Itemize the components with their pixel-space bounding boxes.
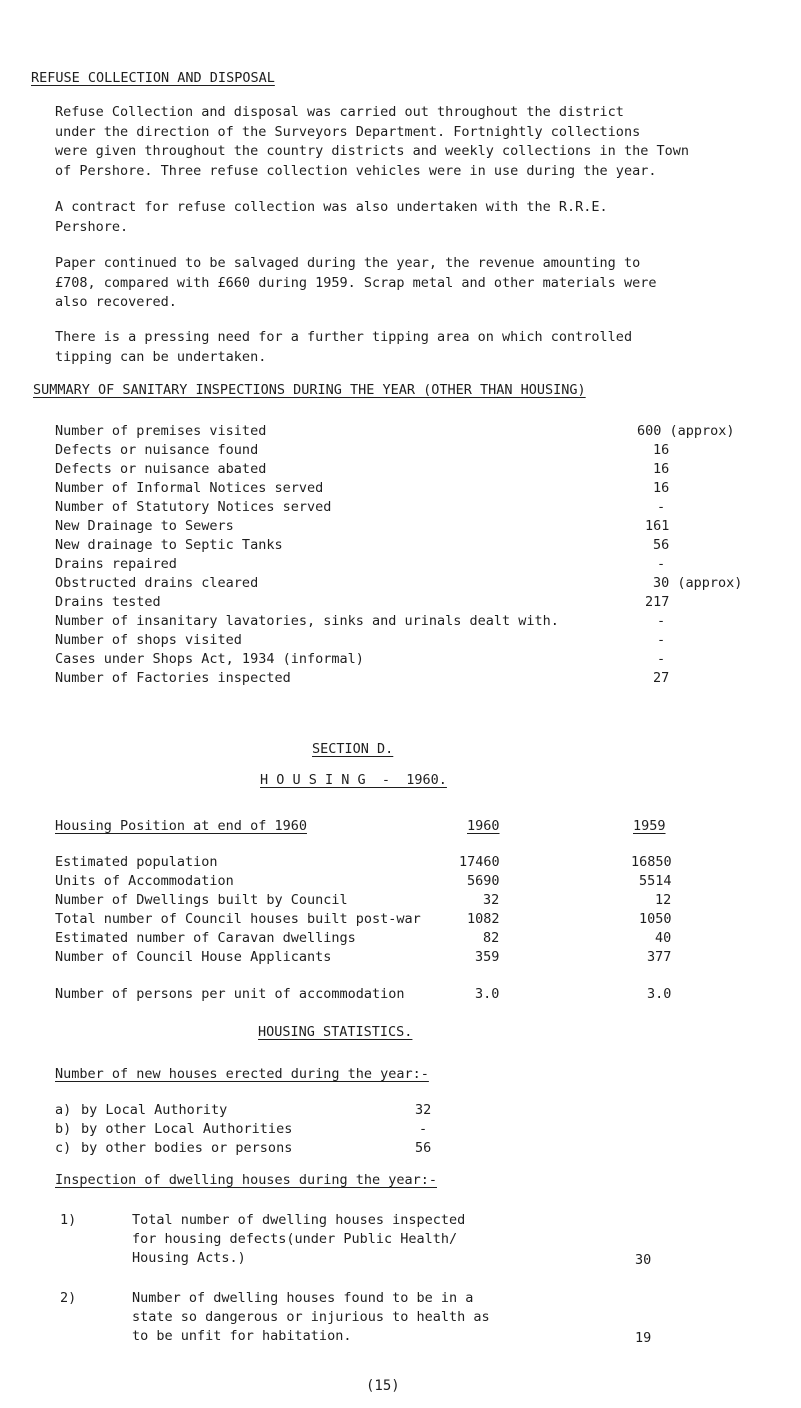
row-value: 161 xyxy=(645,518,670,534)
row-label: Estimated number of Caravan dwellings xyxy=(55,930,356,946)
item-value: 32 xyxy=(415,1102,432,1118)
refuse-paragraph-3 xyxy=(55,254,755,313)
table-row xyxy=(55,632,795,651)
item-line: Housing Acts.) xyxy=(132,1250,246,1266)
value-1959: 40 xyxy=(655,930,672,946)
value-1959: 12 xyxy=(655,892,672,908)
row-label: Number of Statutory Notices served xyxy=(55,499,332,515)
row-label: Number of insanitary lavatories, sinks and urinals dealt with. xyxy=(55,613,559,629)
row-value: 56 xyxy=(653,537,670,553)
list-item xyxy=(55,1121,795,1140)
value-1959: 16850 xyxy=(631,854,672,870)
summary-heading: SUMMARY OF SANITARY INSPECTIONS DURING THE YEAR (OTHER THAN HOUSING) xyxy=(33,382,586,398)
row-value: 16 xyxy=(653,461,670,477)
section-subtitle: H O U S I N G - 1960. xyxy=(260,772,447,788)
item-marker: a) xyxy=(55,1102,72,1118)
item-line: Number of dwelling houses found to be in a xyxy=(132,1290,474,1306)
row-label: Defects or nuisance abated xyxy=(55,461,267,477)
table-row xyxy=(55,873,795,892)
table-row xyxy=(55,949,795,968)
text-line: Pershore. xyxy=(55,218,129,235)
row-label: Obstructed drains cleared xyxy=(55,575,259,591)
value-1959: 5514 xyxy=(639,873,672,889)
row-value: - xyxy=(657,632,666,648)
table-row xyxy=(55,930,795,949)
table-row xyxy=(55,575,795,594)
value-1960: 17460 xyxy=(459,854,500,870)
houses-erected-heading: Number of new houses erected during the year:- xyxy=(55,1066,429,1082)
text-line: under the direction of the Surveyors Department. Fortnightly collections xyxy=(55,123,641,140)
refuse-paragraph-4 xyxy=(55,328,755,367)
row-value: 16 xyxy=(653,480,670,496)
column-header-1959: 1959 xyxy=(633,818,666,834)
housing-statistics-heading: HOUSING STATISTICS. xyxy=(258,1024,413,1040)
row-value: 600 (approx) xyxy=(637,423,735,439)
item-value: - xyxy=(419,1121,428,1137)
table-row xyxy=(55,423,795,442)
item-line: for housing defects(under Public Health/ xyxy=(132,1231,458,1247)
refuse-paragraph-2 xyxy=(55,198,755,237)
row-label: Cases under Shops Act, 1934 (informal) xyxy=(55,651,364,667)
table-row xyxy=(55,461,795,480)
text-line: Paper continued to be salvaged during the year, the revenue amounting to xyxy=(55,255,641,271)
row-label: Number of Factories inspected xyxy=(55,670,291,686)
row-label: Defects or nuisance found xyxy=(55,442,259,458)
item-line: to be unfit for habitation. xyxy=(132,1328,352,1344)
item-value: 19 xyxy=(635,1330,652,1346)
row-label: New Drainage to Sewers xyxy=(55,518,234,534)
table-row xyxy=(55,613,795,632)
text-line: There is a pressing need for a further tipping area on which controlled xyxy=(55,329,633,345)
item-marker: c) xyxy=(55,1140,72,1156)
item-marker: 1) xyxy=(60,1212,77,1228)
row-value: 30 (approx) xyxy=(653,575,743,591)
table-row xyxy=(55,480,795,499)
list-item xyxy=(55,1102,795,1121)
item-label: by Local Authority xyxy=(81,1102,228,1118)
value-1960: 359 xyxy=(475,949,500,965)
table-header-row xyxy=(55,818,795,837)
text-line: of Pershore. Three refuse collection vehicles were in use during the year. xyxy=(55,162,657,179)
item-value: 30 xyxy=(635,1252,652,1268)
table-heading: Housing Position at end of 1960 xyxy=(55,818,307,834)
row-value: - xyxy=(657,556,666,572)
text-line: £708, compared with £660 during 1959. Scrap metal and other materials were xyxy=(55,274,657,291)
row-label: Drains tested xyxy=(55,594,161,610)
item-line: Total number of dwelling houses inspected xyxy=(132,1212,466,1228)
table-row xyxy=(55,651,795,670)
item-marker: b) xyxy=(55,1121,72,1137)
value-1960: 5690 xyxy=(467,873,500,889)
value-1959: 377 xyxy=(647,949,672,965)
table-row xyxy=(55,518,795,537)
text-line: Refuse Collection and disposal was carried out throughout the district xyxy=(55,104,624,120)
refuse-paragraph-1 xyxy=(55,103,755,181)
table-row xyxy=(55,537,795,556)
table-row xyxy=(55,854,795,873)
text-line: A contract for refuse collection was also undertaken with the R.R.E. xyxy=(55,199,608,215)
table-row xyxy=(55,556,795,575)
value-1959: 3.0 xyxy=(647,986,672,1002)
table-row xyxy=(55,442,795,461)
row-label: Number of persons per unit of accommodation xyxy=(55,986,405,1002)
row-label: Number of Council House Applicants xyxy=(55,949,332,965)
table-row xyxy=(55,670,795,689)
table-row xyxy=(55,892,795,911)
value-1960: 32 xyxy=(483,892,500,908)
row-value: 27 xyxy=(653,670,670,686)
table-row xyxy=(55,499,795,518)
section-title: SECTION D. xyxy=(312,741,394,757)
row-label: New drainage to Septic Tanks xyxy=(55,537,283,553)
item-label: by other Local Authorities xyxy=(81,1121,293,1137)
row-label: Drains repaired xyxy=(55,556,177,572)
row-value: 217 xyxy=(645,594,670,610)
row-label: Number of Dwellings built by Council xyxy=(55,892,348,908)
item-label: by other bodies or persons xyxy=(81,1140,293,1156)
row-label: Units of Accommodation xyxy=(55,873,234,889)
value-1959: 1050 xyxy=(639,911,672,927)
table-row-persons-per-unit xyxy=(55,986,795,1005)
row-label: Number of premises visited xyxy=(55,423,267,439)
row-label: Estimated population xyxy=(55,854,218,870)
item-marker: 2) xyxy=(60,1290,77,1306)
row-value: - xyxy=(657,613,666,629)
table-row xyxy=(55,911,795,930)
text-line: tipping can be undertaken. xyxy=(55,348,267,365)
value-1960: 1082 xyxy=(467,911,500,927)
list-item xyxy=(55,1140,795,1159)
value-1960: 82 xyxy=(483,930,500,946)
item-line: state so dangerous or injurious to health as xyxy=(132,1309,490,1325)
row-label: Total number of Council houses built post-war xyxy=(55,911,421,927)
row-value: - xyxy=(657,499,666,515)
inspection-heading: Inspection of dwelling houses during the year:- xyxy=(55,1172,438,1188)
text-line: also recovered. xyxy=(55,294,177,310)
row-label: Number of Informal Notices served xyxy=(55,480,324,496)
row-label: Number of shops visited xyxy=(55,632,242,648)
table-row xyxy=(55,594,795,613)
refuse-heading: REFUSE COLLECTION AND DISPOSAL xyxy=(31,70,275,86)
text-line: were given throughout the country districts and weekly collections in the Town xyxy=(55,143,689,159)
row-value: 16 xyxy=(653,442,670,458)
item-value: 56 xyxy=(415,1140,432,1156)
row-value: - xyxy=(657,651,666,667)
value-1960: 3.0 xyxy=(475,986,500,1002)
column-header-1960: 1960 xyxy=(467,818,500,834)
page-number: (15) xyxy=(366,1378,400,1394)
